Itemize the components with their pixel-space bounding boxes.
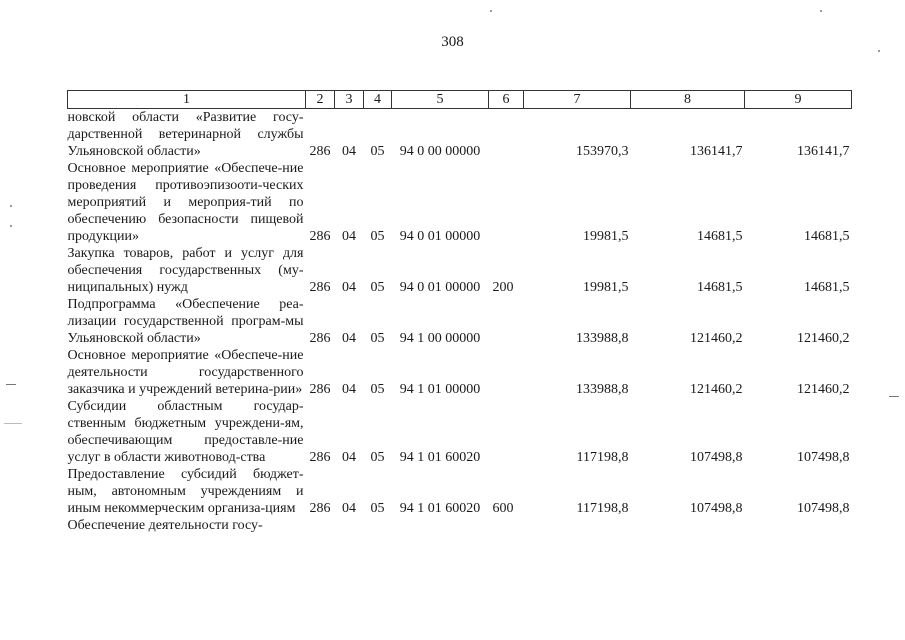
row-code-section: [335, 517, 364, 534]
header-col-7: 7: [524, 91, 631, 109]
row-code-section: 04: [342, 331, 356, 346]
row-name: Обеспечение деятельности госу-: [67, 518, 263, 533]
row-code-subsection: 05: [370, 331, 385, 346]
row-amount-col9: 14681,5: [804, 229, 850, 244]
row-code-expense-type: [489, 296, 524, 347]
row-code-target: 94 0 01 00000: [399, 280, 481, 295]
row-code-subsection: 05: [370, 144, 385, 159]
row-amount-col8: [631, 517, 745, 534]
row-name: Основное мероприятие «Обеспече-ние проведения противоэпизооти-ческих мероприятий и мероприя-тий по обеспечению безопасности пищевой продукции»: [67, 161, 304, 244]
row-code-subsection: 05: [370, 229, 385, 244]
row-amount-col7: 117198,8: [576, 501, 629, 516]
row-code-admin: [306, 517, 335, 534]
budget-table-container: [67, 90, 851, 534]
header-col-2: 2: [306, 91, 335, 109]
row-name: Субсидии областным государ-ственным бюджетным учреждени-ям, обеспечивающим предоставле-ние услуг в области животновод-ства: [67, 399, 304, 465]
header-row: [68, 91, 852, 109]
row-amount-col8: 14681,5: [697, 229, 743, 244]
scan-dot: [10, 225, 12, 227]
scan-dot: [820, 10, 822, 12]
scan-mark-right: [889, 396, 899, 397]
header-col-8: 8: [631, 91, 745, 109]
row-code-admin: 286: [309, 331, 331, 346]
row-code-expense-type: [489, 109, 524, 161]
row-amount-col7: 133988,8: [576, 331, 629, 346]
row-code-target: 94 1 01 60020: [399, 501, 481, 516]
row-code-subsection: 05: [370, 280, 385, 295]
table-row: [68, 517, 852, 534]
row-code-target: 94 0 00 00000: [399, 144, 481, 159]
table-body: [68, 109, 852, 535]
row-code-admin: 286: [309, 382, 331, 397]
header-col-1: 1: [68, 91, 306, 109]
scan-dot: [490, 10, 492, 12]
row-amount-col8: 121460,2: [690, 382, 743, 397]
row-code-section: 04: [342, 280, 356, 295]
row-name: Предоставление субсидий бюджет-ным, автономным учреждениям и иным некоммерческим организа-циям: [67, 467, 304, 516]
row-name: новской области «Развитие госу-дарственной ветеринарной службы Ульяновской области»: [67, 110, 304, 159]
row-amount-col9: 107498,8: [797, 450, 850, 465]
row-code-section: 04: [342, 382, 356, 397]
row-code-admin: 286: [309, 280, 331, 295]
row-name: Закупка товаров, работ и услуг для обеспечения государственных (му-ниципальных) нужд: [67, 246, 304, 295]
row-code-subsection: 05: [370, 450, 385, 465]
row-amount-col9: 121460,2: [797, 331, 850, 346]
scan-dot: [10, 205, 12, 207]
row-code-admin: 286: [309, 450, 331, 465]
scan-mark-left-2: [4, 423, 22, 424]
row-code-section: 04: [342, 501, 356, 516]
row-code-section: 04: [342, 229, 356, 244]
row-code-target: 94 1 01 60020: [399, 450, 481, 465]
row-name: Подпрограмма «Обеспечение реа-лизации государственной програм-мы Ульяновской области»: [67, 297, 304, 346]
row-code-admin: 286: [309, 144, 331, 159]
row-amount-col7: 19981,5: [583, 229, 629, 244]
budget-table: [67, 90, 852, 534]
row-amount-col9: 107498,8: [797, 501, 850, 516]
page-number: 308: [441, 34, 464, 50]
row-code-expense-type: 600: [492, 501, 514, 516]
row-amount-col8: 107498,8: [690, 501, 743, 516]
row-amount-col8: 107498,8: [690, 450, 743, 465]
row-code-subsection: 05: [370, 501, 385, 516]
row-code-target: 94 1 00 00000: [399, 331, 481, 346]
header-col-4: 4: [364, 91, 392, 109]
row-amount-col8: 14681,5: [697, 280, 743, 295]
row-amount-col7: [524, 517, 631, 534]
table-row: [68, 347, 852, 398]
row-code-expense-type: [489, 517, 524, 534]
row-code-section: 04: [342, 450, 356, 465]
row-amount-col9: 136141,7: [797, 144, 850, 159]
row-code-expense-type: [489, 160, 524, 245]
header-col-6: 6: [489, 91, 524, 109]
row-code-admin: 286: [309, 229, 331, 244]
table-header: [68, 91, 852, 109]
row-amount-col9: 121460,2: [797, 382, 850, 397]
row-amount-col7: 153970,3: [576, 144, 629, 159]
scan-mark-left: [6, 384, 16, 385]
row-amount-col7: 19981,5: [583, 280, 629, 295]
row-code-section: 04: [342, 144, 356, 159]
header-col-3: 3: [335, 91, 364, 109]
table-row: [68, 245, 852, 296]
header-col-5: 5: [392, 91, 489, 109]
row-amount-col9: [745, 517, 852, 534]
scan-dot: [878, 50, 880, 52]
row-amount-col9: 14681,5: [804, 280, 850, 295]
row-amount-col8: 121460,2: [690, 331, 743, 346]
table-row: [68, 296, 852, 347]
table-row: [68, 398, 852, 466]
table-row: [68, 109, 852, 161]
row-amount-col7: 117198,8: [576, 450, 629, 465]
row-code-target: 94 1 01 00000: [399, 382, 481, 397]
row-code-expense-type: [489, 398, 524, 466]
row-code-expense-type: 200: [492, 280, 514, 295]
row-code-target: [392, 517, 489, 534]
table-row: [68, 466, 852, 517]
table-row: [68, 160, 852, 245]
row-code-admin: 286: [309, 501, 331, 516]
row-amount-col8: 136141,7: [690, 144, 743, 159]
row-code-expense-type: [489, 347, 524, 398]
row-code-subsection: 05: [370, 382, 385, 397]
row-name: Основное мероприятие «Обеспече-ние деятельности государственного заказчика и учреждений ветерина-рии»: [67, 348, 304, 397]
row-code-target: 94 0 01 00000: [399, 229, 481, 244]
row-amount-col7: 133988,8: [576, 382, 629, 397]
row-code-subsection: [364, 517, 392, 534]
header-col-9: 9: [745, 91, 852, 109]
